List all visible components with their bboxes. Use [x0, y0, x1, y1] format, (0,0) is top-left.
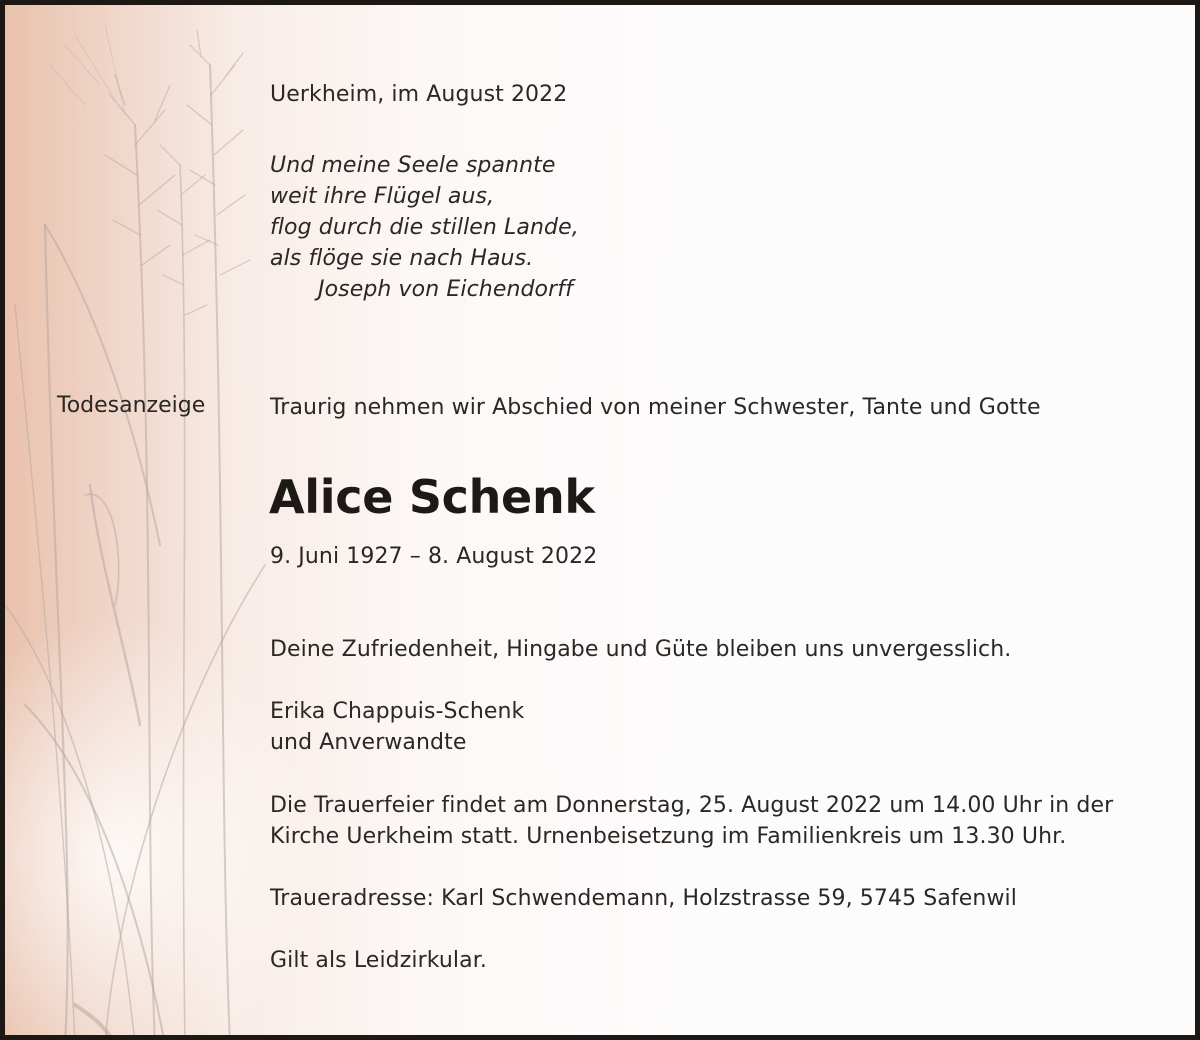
- place-date: Uerkheim, im August 2022: [270, 82, 568, 107]
- mourner-line: und Anverwandte: [270, 730, 467, 755]
- mourners: [270, 696, 524, 758]
- tribute-text: Deine Zufriedenheit, Hingabe und Güte bleiben uns unvergesslich.: [270, 637, 1012, 662]
- mourner-line: Erika Chappuis-Schenk: [270, 699, 525, 724]
- notice-label: Todesanzeige: [57, 393, 206, 418]
- poem-line: flog durch die stillen Lande,: [270, 215, 579, 240]
- ceremony-line: Die Trauerfeier findet am Donnerstag, 25. August 2022 um 14.00 Uhr in der: [270, 793, 1114, 818]
- deceased-name: Alice Schenk: [269, 470, 595, 524]
- poem: [270, 150, 579, 305]
- ceremony-info: [270, 790, 1113, 852]
- mourning-address: Traueradresse: Karl Schwendemann, Holzstrasse 59, 5745 Safenwil: [270, 886, 1017, 911]
- poem-line: Und meine Seele spannte: [270, 153, 556, 178]
- life-dates: 9. Juni 1927 – 8. August 2022: [270, 544, 598, 569]
- circular-note: Gilt als Leidzirkular.: [270, 948, 487, 973]
- poem-line: weit ihre Flügel aus,: [270, 184, 495, 209]
- poem-line: als flöge sie nach Haus.: [270, 246, 534, 271]
- intro-text: Traurig nehmen wir Abschied von meiner Schwester, Tante und Gotte: [270, 395, 1041, 420]
- ceremony-line: Kirche Uerkheim statt. Urnenbeisetzung im Familienkreis um 13.30 Uhr.: [270, 824, 1067, 849]
- poem-author: Joseph von Eichendorff: [318, 277, 573, 302]
